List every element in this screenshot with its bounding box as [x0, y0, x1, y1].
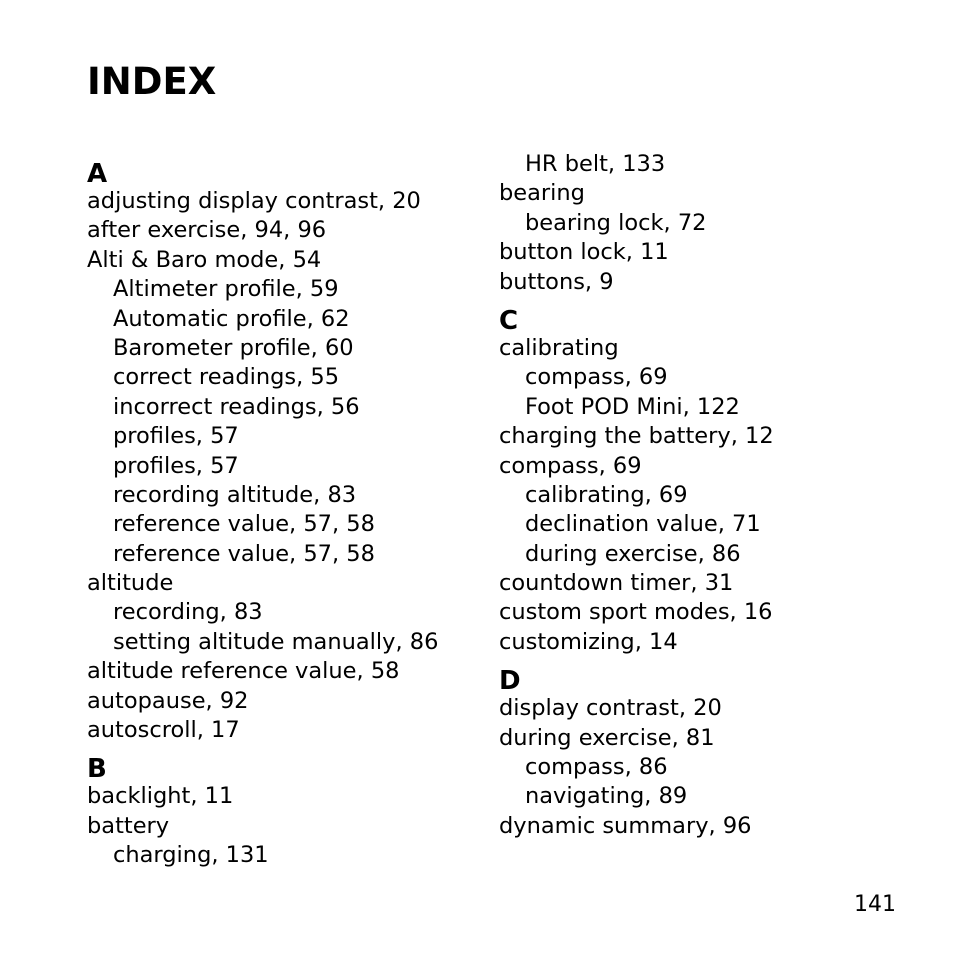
- section-letter: D: [499, 666, 521, 697]
- index-subentry: reference value, 57, 58: [113, 540, 375, 567]
- page-number: 141: [854, 892, 896, 917]
- index-column-left: [87, 150, 507, 871]
- section-letter: B: [87, 754, 107, 785]
- index-entry: dynamic summary, 96: [499, 812, 752, 839]
- index-entry: button lock, 11: [499, 239, 669, 266]
- index-entry: altitude reference value, 58: [87, 658, 400, 685]
- index-entry: backlight, 11: [87, 783, 234, 810]
- index-subentry: incorrect readings, 56: [113, 393, 360, 420]
- index-subentry: Altimeter profile, 59: [113, 276, 339, 303]
- index-subentry: calibrating, 69: [525, 481, 688, 508]
- index-subentry: during exercise, 86: [525, 540, 741, 567]
- index-subentry: HR belt, 133: [525, 151, 666, 177]
- index-entry: autopause, 92: [87, 687, 249, 714]
- index-entry: after exercise, 94, 96: [87, 217, 327, 244]
- index-subentry: charging, 131: [113, 842, 269, 869]
- index-subentry: profiles, 57: [113, 452, 239, 479]
- index-subentry: compass, 69: [525, 364, 668, 391]
- index-entry: Alti & Baro mode, 54: [87, 246, 322, 273]
- index-entry: altitude: [87, 570, 174, 597]
- index-subentry: Automatic profile, 62: [113, 305, 350, 332]
- index-subentry: setting altitude manually, 86: [113, 628, 439, 655]
- index-entry: calibrating: [499, 334, 619, 361]
- index-entry: charging the battery, 12: [499, 423, 774, 450]
- index-entry: bearing: [499, 180, 585, 207]
- index-entry: adjusting display contrast, 20: [87, 188, 421, 214]
- page-title: INDEX: [87, 60, 217, 103]
- index-subentry: recording altitude, 83: [113, 481, 357, 508]
- index-entry: buttons, 9: [499, 268, 614, 295]
- index-entry: battery: [87, 812, 170, 839]
- index-entry: during exercise, 81: [499, 724, 715, 751]
- index-column-right: [499, 150, 919, 841]
- index-subentry: reference value, 57, 58: [113, 511, 375, 538]
- index-entry: compass, 69: [499, 452, 642, 479]
- index-entry: autoscroll, 17: [87, 717, 240, 744]
- index-subentry: declination value, 71: [525, 511, 761, 538]
- index-entry: countdown timer, 31: [499, 570, 734, 597]
- index-subentry: profiles, 57: [113, 423, 239, 450]
- index-subentry: correct readings, 55: [113, 364, 340, 391]
- section-letter: C: [499, 305, 519, 336]
- index-entry: custom sport modes, 16: [499, 599, 773, 626]
- index-subentry: bearing lock, 72: [525, 209, 707, 236]
- index-subentry: Foot POD Mini, 122: [525, 393, 740, 420]
- index-subentry: recording, 83: [113, 599, 263, 626]
- index-entry: display contrast, 20: [499, 695, 722, 722]
- section-letter: A: [87, 159, 108, 189]
- index-subentry: Barometer profile, 60: [113, 334, 354, 361]
- index-entry: customizing, 14: [499, 628, 678, 655]
- index-subentry: navigating, 89: [525, 783, 688, 810]
- index-subentry: compass, 86: [525, 754, 668, 781]
